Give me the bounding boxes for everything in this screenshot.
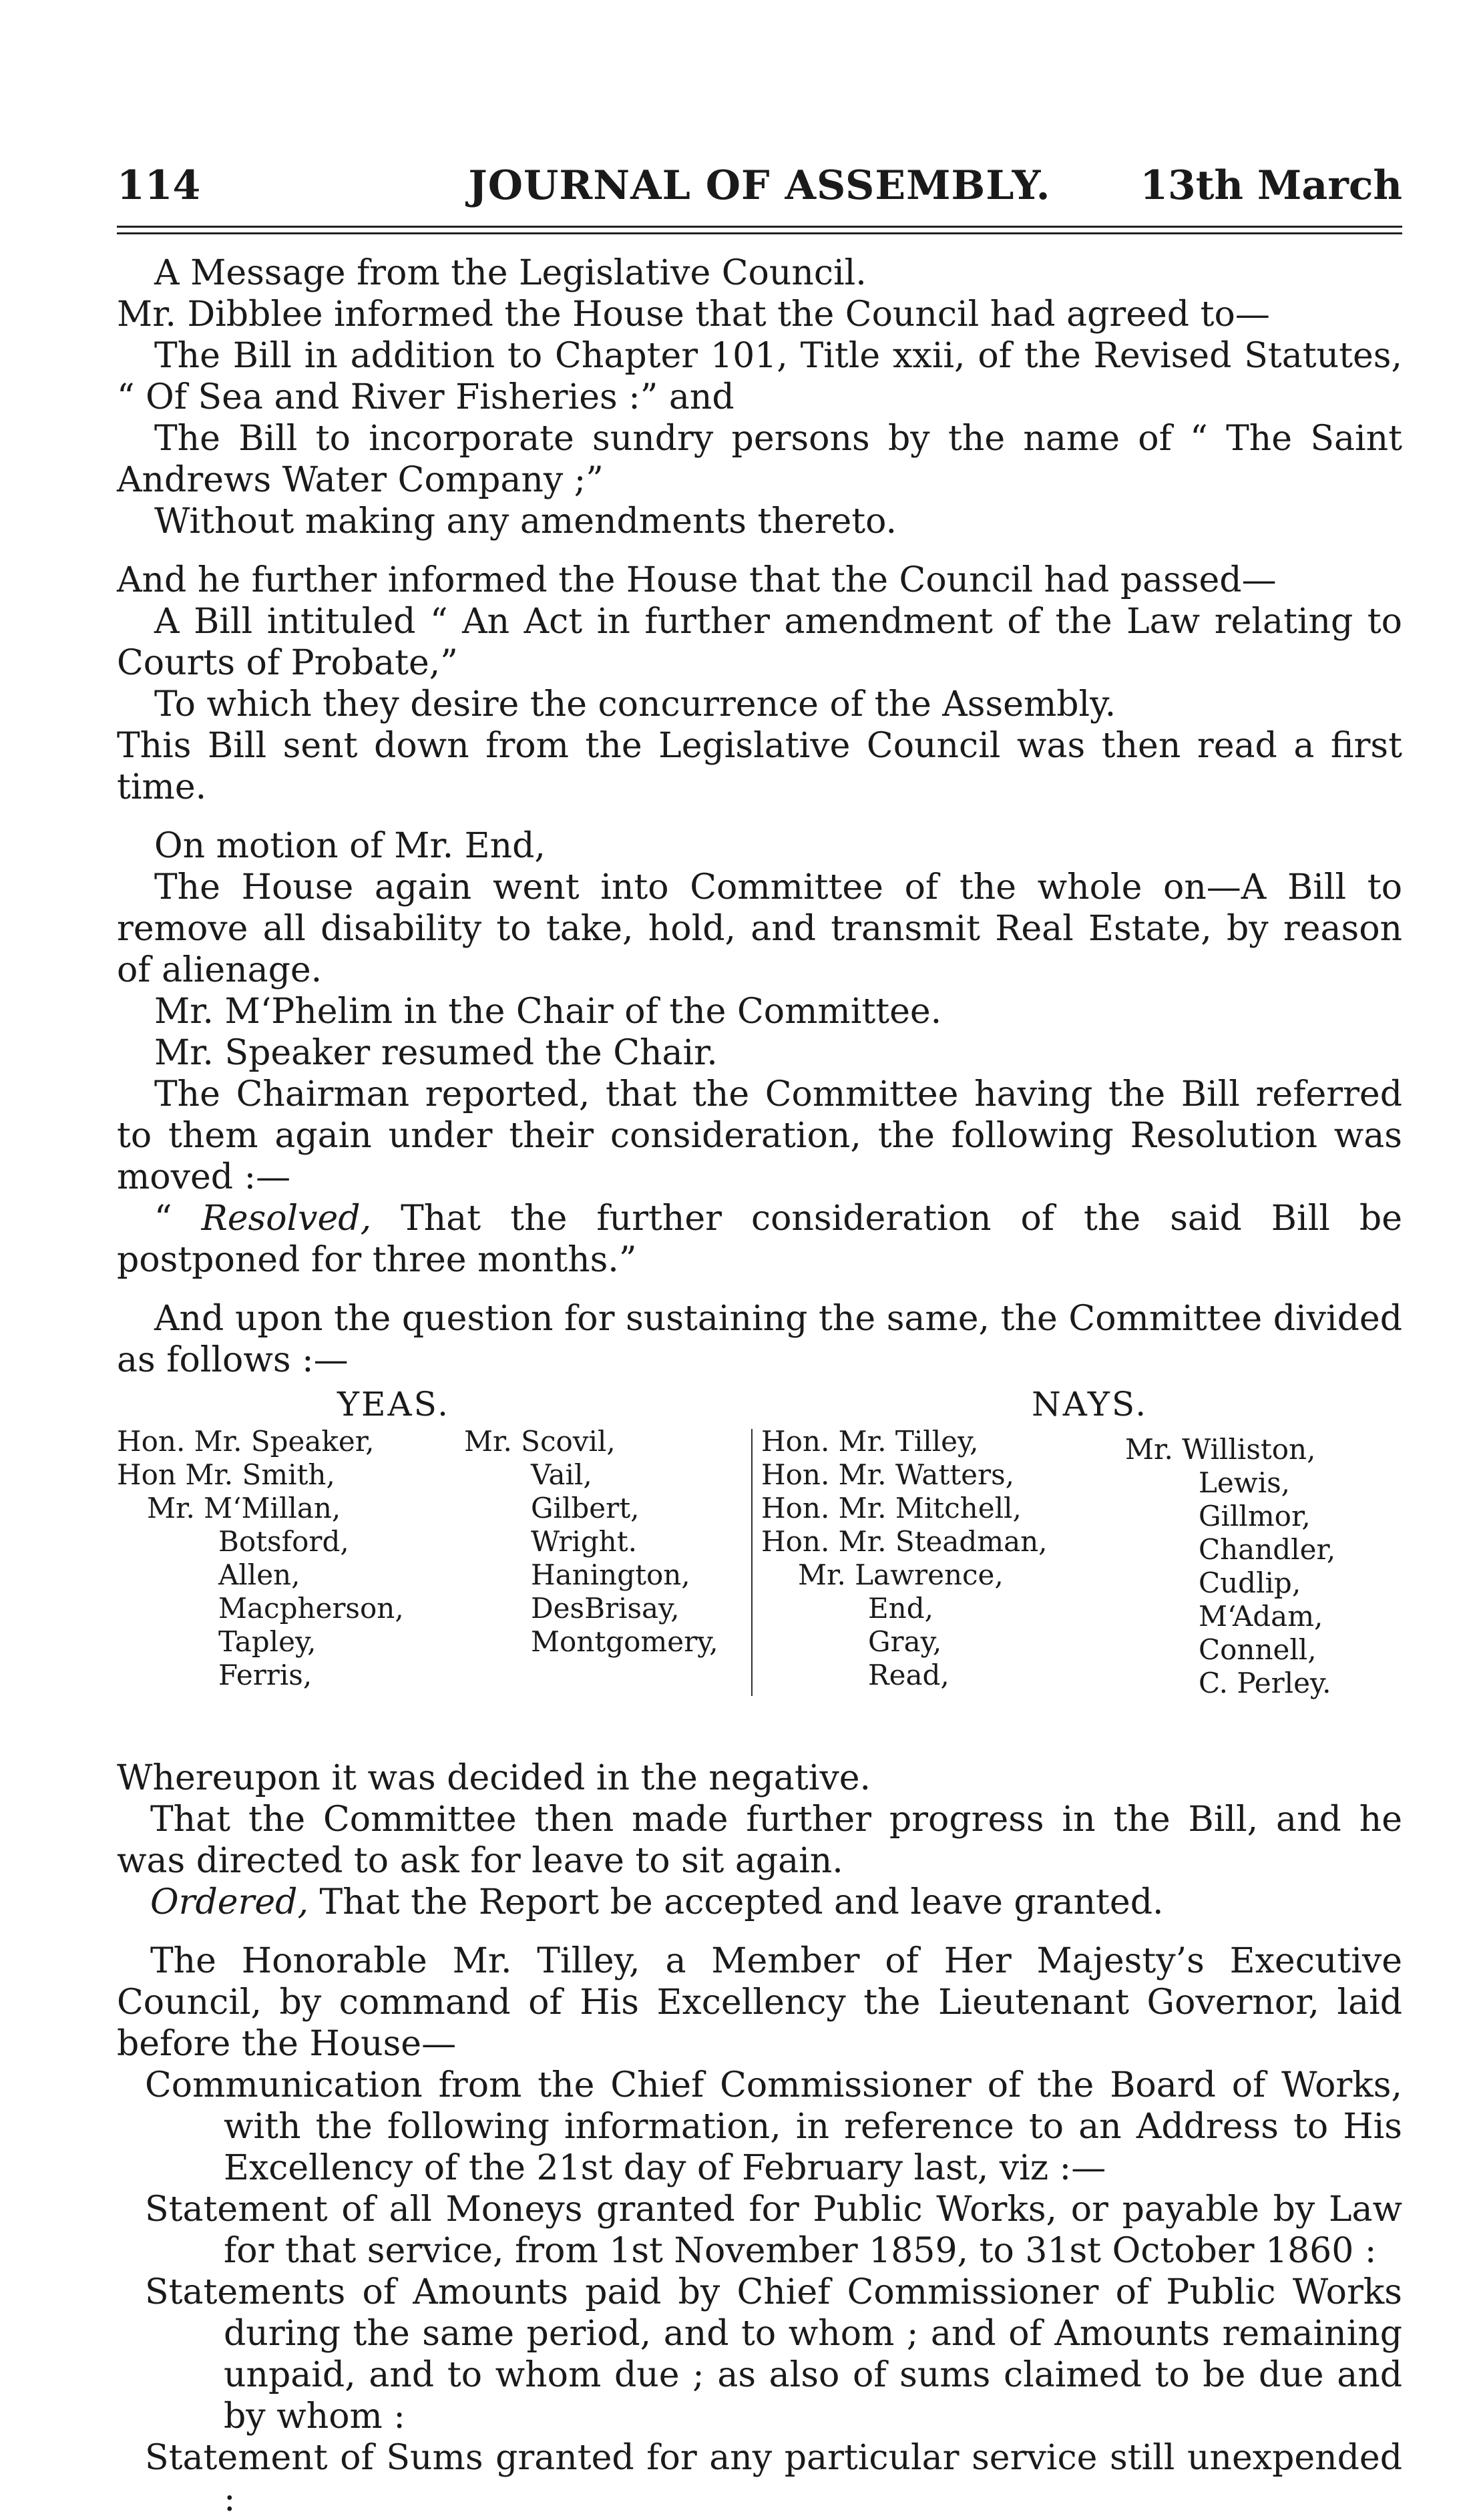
column-divider — [751, 1429, 753, 1696]
paragraph: That the Committee then made further progress in the Bill, and he was directed to ask for leave to sit again. — [117, 1800, 1402, 1881]
list-item: Statements of Amounts paid by Chief Commissioner of Public Works during the same period, and to whom ; and of Amounts remaining unpaid, and to whom due ; as also of sums claimed to be due and by whom : — [145, 2272, 1402, 2437]
header-rule-bottom — [117, 232, 1402, 234]
journal-title: JOURNAL OF ASSEMBLY. — [468, 162, 1051, 209]
division-list — [117, 1384, 1402, 1757]
nays-column-2 — [1125, 1433, 1335, 1700]
ordered-text: That the Report be accepted and leave granted. — [308, 1882, 1164, 1922]
voter-name: M‘Adam, — [1199, 1600, 1323, 1633]
voter-name: Gray, — [868, 1625, 942, 1658]
voter-name: Mr. Williston, — [1125, 1433, 1316, 1466]
yeas-column-1 — [117, 1425, 404, 1692]
voter-name: Mr. M‘Millan, — [147, 1492, 341, 1524]
voter-name: Ferris, — [218, 1659, 312, 1691]
voter-name: Mr. Scovil, — [464, 1425, 616, 1458]
voter-name: Connell, — [1199, 1633, 1317, 1666]
paragraph: Without making any amendments thereto. — [154, 501, 897, 542]
voter-name: Macpherson, — [218, 1592, 404, 1625]
paragraph: The Bill to incorporate sundry persons by the name of “ The Saint Andrews Water Company ;” — [117, 419, 1402, 500]
paragraph: The Bill in addition to Chapter 101, Title xxii, of the Revised Statutes, “ Of Sea and River Fisheries :” and — [117, 336, 1402, 417]
voter-name: DesBrisay, — [531, 1592, 680, 1625]
open-quote: “ — [154, 1199, 202, 1239]
voter-name: Hon. Mr. Mitchell, — [761, 1492, 1022, 1524]
voter-name: Cudlip, — [1199, 1566, 1301, 1599]
ordered-label: Ordered, — [150, 1882, 308, 1922]
journal-body — [117, 252, 1402, 2520]
resolution-paragraph — [117, 1198, 1402, 1281]
voter-name: Lewis, — [1199, 1466, 1291, 1499]
voter-name: Hon Mr. Smith, — [117, 1458, 335, 1491]
yeas-column-2 — [464, 1425, 718, 1659]
voter-name: Gillmor, — [1199, 1500, 1311, 1532]
paragraph: Whereupon it was decided in the negative. — [117, 1758, 871, 1798]
nays-column-1 — [761, 1425, 1048, 1692]
paragraph: To which they desire the concurrence of the Assembly. — [154, 684, 1116, 724]
paragraph: Mr. Speaker resumed the Chair. — [154, 1033, 718, 1073]
voter-name: Mr. Lawrence, — [798, 1558, 1004, 1591]
voter-name: Hon. Mr. Steadman, — [761, 1525, 1048, 1558]
message-heading: A Message from the Legislative Council. — [154, 253, 867, 293]
paragraph: Mr. M‘Phelim in the Chair of the Committee. — [154, 992, 942, 1032]
paragraph: And upon the question for sustaining the same, the Committee divided as follows :— — [117, 1299, 1402, 1380]
paragraph: The Honorable Mr. Tilley, a Member of Her Majesty’s Executive Council, by command of His Excellency the Lieutenant Governor, laid before the House— — [117, 1941, 1402, 2064]
ordered-paragraph — [117, 1882, 1402, 1923]
resolution-text: That the further consideration of the said Bill be postponed for three months.” — [117, 1199, 1402, 1280]
page-header — [117, 159, 1402, 212]
voter-name: Hon. Mr. Watters, — [761, 1458, 1014, 1491]
voter-name: Read, — [868, 1659, 950, 1691]
voter-name: Vail, — [531, 1458, 592, 1491]
paragraph: A Bill intituled “ An Act in further amendment of the Law relating to Courts of Probate,” — [117, 602, 1402, 683]
list-item: Statement of all Moneys granted for Public Works, or payable by Law for that service, from 1st November 1859, to 31st October 1860 : — [145, 2189, 1402, 2271]
page-number: 114 — [117, 162, 201, 209]
voter-name: Wright. — [531, 1525, 637, 1558]
nays-heading: NAYS. — [1032, 1385, 1148, 1424]
voter-name: Hanington, — [531, 1558, 690, 1591]
paragraph: This Bill sent down from the Legislative Council was then read a first time. — [117, 726, 1402, 807]
voter-name: Montgomery, — [531, 1625, 718, 1658]
paragraph: Mr. Dibblee informed the House that the Council had agreed to— — [117, 294, 1270, 335]
list-item: Communication from the Chief Commissioner of the Board of Works, with the following information, in reference to an Address to His Excellency of the 21st day of February last, viz :— — [145, 2065, 1402, 2188]
header-date: 13th March — [1140, 162, 1402, 209]
paragraph: The Chairman reported, that the Committee having the Bill referred to them again under their consideration, the following Resolution was moved :— — [117, 1074, 1402, 1197]
paragraph: The House again went into Committee of the whole on—A Bill to remove all disability to take, hold, and transmit Real Estate, by reason of alienage. — [117, 867, 1402, 990]
paragraph: And he further informed the House that the Council had passed— — [117, 560, 1277, 600]
paragraph: On motion of Mr. End, — [154, 826, 546, 866]
voter-name: End, — [868, 1592, 933, 1625]
yeas-heading: YEAS. — [337, 1385, 450, 1424]
voter-name: Botsford, — [218, 1525, 349, 1558]
voter-name: Hon. Mr. Tilley, — [761, 1425, 979, 1458]
voter-name: Tapley, — [218, 1625, 317, 1658]
voter-name: Allen, — [218, 1558, 300, 1591]
voter-name: Hon. Mr. Speaker, — [117, 1425, 375, 1458]
voter-name: Gilbert, — [531, 1492, 640, 1524]
resolved-label: Resolved, — [201, 1199, 372, 1239]
voter-name: Chandler, — [1199, 1533, 1336, 1566]
list-item: Statement of Sums granted for any particular service still unexpended : — [145, 2438, 1402, 2519]
voter-name: C. Perley. — [1199, 1667, 1331, 1699]
header-rule-top — [117, 226, 1402, 228]
